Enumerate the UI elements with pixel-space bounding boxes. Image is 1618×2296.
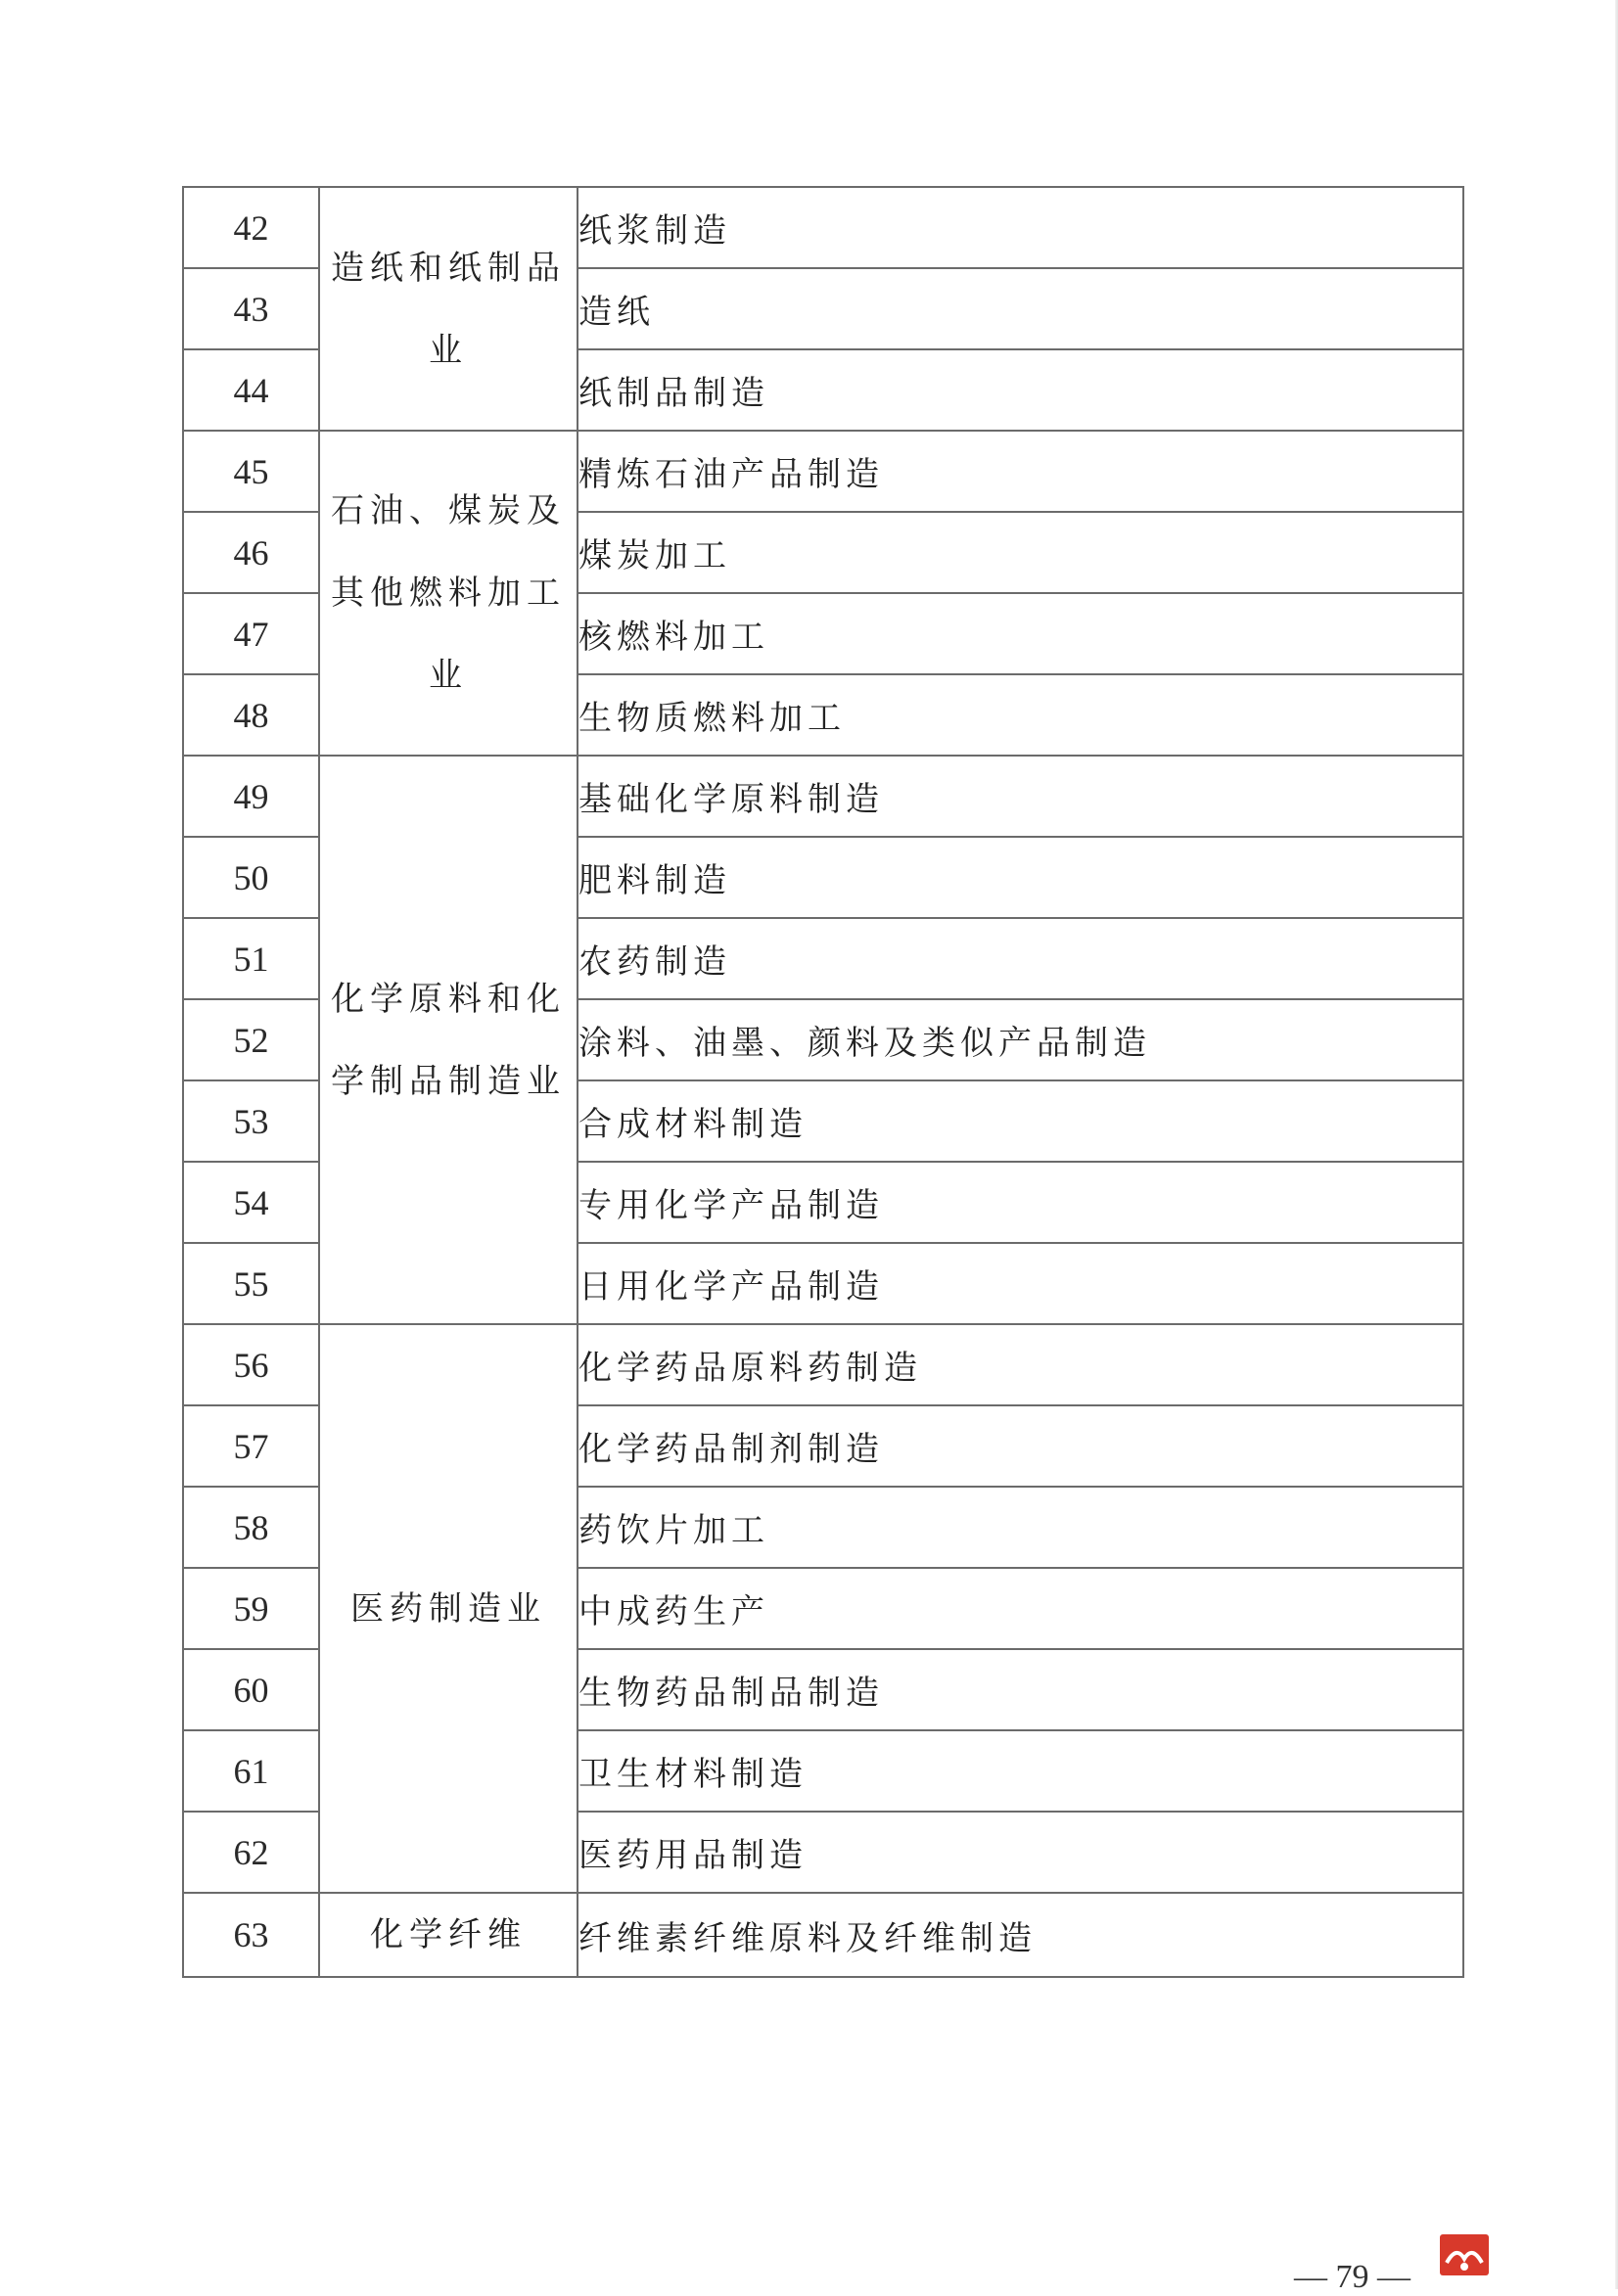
industry-name: 专用化学产品制造 — [578, 1162, 1463, 1243]
row-number: 58 — [183, 1487, 319, 1568]
row-number: 51 — [183, 918, 319, 999]
row-number: 44 — [183, 349, 319, 431]
row-number: 55 — [183, 1243, 319, 1324]
industry-name: 纤维素纤维原料及纤维制造 — [578, 1893, 1463, 1977]
row-number: 49 — [183, 756, 319, 837]
industry-name: 医药用品制造 — [578, 1812, 1463, 1893]
category-cell — [319, 431, 578, 756]
row-number: 59 — [183, 1568, 319, 1649]
row-number: 54 — [183, 1162, 319, 1243]
table-body — [183, 187, 1463, 1977]
industry-name: 生物质燃料加工 — [578, 674, 1463, 756]
industry-name: 涂料、油墨、颜料及类似产品制造 — [578, 999, 1463, 1080]
row-number: 53 — [183, 1080, 319, 1162]
table-row — [183, 756, 1463, 837]
category-label: 医药制造业 — [350, 1588, 546, 1629]
industry-name: 日用化学产品制造 — [578, 1243, 1463, 1324]
industry-name: 肥料制造 — [578, 837, 1463, 918]
industry-name: 核燃料加工 — [578, 593, 1463, 674]
row-number: 60 — [183, 1649, 319, 1730]
row-number: 43 — [183, 268, 319, 349]
row-number: 63 — [183, 1893, 319, 1977]
row-number: 50 — [183, 837, 319, 918]
industry-name: 药饮片加工 — [578, 1487, 1463, 1568]
industry-name: 卫生材料制造 — [578, 1730, 1463, 1812]
industry-name: 化学药品原料药制造 — [578, 1324, 1463, 1405]
table-row — [183, 187, 1463, 268]
category-label: 化学纤维 — [370, 1915, 527, 1954]
row-number: 57 — [183, 1405, 319, 1487]
category-label: 化学原料和化学制品制造业 — [331, 979, 566, 1101]
industry-name: 农药制造 — [578, 918, 1463, 999]
row-number: 47 — [183, 593, 319, 674]
industry-name: 合成材料制造 — [578, 1080, 1463, 1162]
category-cell — [319, 187, 578, 431]
category-label: 石油、煤炭及其他燃料加工业 — [331, 491, 566, 695]
row-number: 48 — [183, 674, 319, 756]
row-number: 61 — [183, 1730, 319, 1812]
table-row — [183, 431, 1463, 512]
row-number: 52 — [183, 999, 319, 1080]
industry-name: 纸浆制造 — [578, 187, 1463, 268]
industry-name: 基础化学原料制造 — [578, 756, 1463, 837]
industry-name: 煤炭加工 — [578, 512, 1463, 593]
industry-name: 精炼石油产品制造 — [578, 431, 1463, 512]
industry-table — [182, 186, 1464, 1978]
industry-name: 造纸 — [578, 268, 1463, 349]
industry-name: 中成药生产 — [578, 1568, 1463, 1649]
row-number: 62 — [183, 1812, 319, 1893]
table-row — [183, 1324, 1463, 1405]
row-number: 56 — [183, 1324, 319, 1405]
industry-name: 纸制品制造 — [578, 349, 1463, 431]
row-number: 42 — [183, 187, 319, 268]
category-cell — [319, 1893, 578, 1977]
table-row — [183, 1893, 1463, 1977]
category-label: 造纸和纸制品业 — [331, 248, 566, 370]
row-number: 46 — [183, 512, 319, 593]
row-number: 45 — [183, 431, 319, 512]
publisher-logo-icon — [1439, 2233, 1490, 2280]
page-number: — 79 — — [1294, 2259, 1410, 2295]
industry-name: 化学药品制剂制造 — [578, 1405, 1463, 1487]
category-cell — [319, 756, 578, 1324]
industry-name: 生物药品制品制造 — [578, 1649, 1463, 1730]
category-cell — [319, 1324, 578, 1893]
